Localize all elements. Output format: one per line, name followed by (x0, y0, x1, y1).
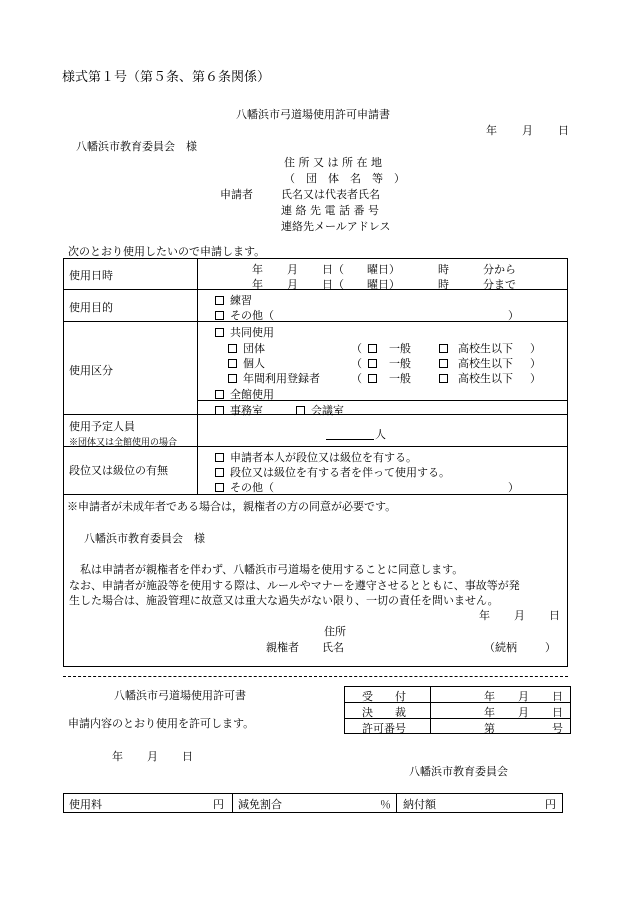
checkbox[interactable] (215, 468, 224, 477)
fee-yen: 円 (213, 798, 224, 811)
date-year: 年 (486, 124, 497, 137)
consent-paragraph-2a: なお、申請者が施設等を使用する際は、ルールやマナーを遵守させるとともに、事故等が発 (69, 579, 520, 592)
fee-table (63, 793, 563, 813)
paid-label: 納付額 (403, 798, 436, 811)
people-note: ※団体又は全館使用の場合 (69, 437, 177, 448)
consent-date-day: 日 (549, 609, 560, 622)
cut-line (63, 676, 568, 677)
applicant-group-label: （ 団 体 名 等 ） (284, 172, 405, 185)
permit-date-day: 日 (182, 750, 193, 763)
checkbox[interactable] (215, 483, 224, 492)
consent-date-year: 年 (479, 609, 490, 622)
intro-text: 次のとおり使用したいので申請します。 (68, 245, 266, 258)
relation-close: ） (545, 641, 556, 654)
checkbox[interactable] (228, 374, 237, 383)
discount-label: 減免割合 (238, 798, 282, 811)
consent-address-label: 住所 (324, 625, 346, 638)
purpose-other-close: ） (508, 309, 519, 322)
purpose-other-option[interactable]: その他（ (215, 307, 274, 323)
checkbox[interactable] (439, 344, 448, 353)
checkbox[interactable] (439, 374, 448, 383)
applicant-email-label: 連絡先メールアドレス (281, 220, 391, 233)
paid-yen: 円 (545, 798, 556, 811)
checkbox[interactable] (215, 311, 224, 320)
addressee: 八幡浜市教育委員会 様 (76, 140, 197, 153)
dan-option-self[interactable]: 申請者本人が段位又は級位を有する。 (215, 449, 417, 465)
guardian-label: 親権者 (266, 641, 299, 654)
date-month: 月 (522, 124, 533, 137)
permit-date-month: 月 (147, 750, 158, 763)
permit-date-year: 年 (112, 750, 123, 763)
applicant-address-label: 住 所 又 は 所 在 地 (284, 156, 382, 169)
relation-label: （続柄 (484, 641, 517, 654)
guardian-name-label: 氏名 (322, 641, 344, 654)
checkbox[interactable] (215, 406, 224, 415)
category-full-option[interactable]: 全館使用 (215, 386, 274, 402)
checkbox[interactable] (296, 406, 305, 415)
checkbox[interactable] (368, 374, 377, 383)
fee-label: 使用料 (69, 798, 102, 811)
consent-note: ※申請者が未成年者である場合は，親権者の方の同意が必要です。 (67, 500, 397, 513)
checkbox[interactable] (368, 344, 377, 353)
table-column-divider (197, 258, 198, 494)
purpose-practice-option[interactable]: 練習 (215, 292, 252, 308)
form-number: 様式第１号（第５条、第６条関係） (62, 70, 271, 85)
category-office-option[interactable]: 事務室 (215, 402, 263, 418)
checkbox[interactable] (368, 359, 377, 368)
dan-option-accompanied[interactable]: 段位又は級位を有する者を伴って使用する。 (215, 464, 450, 480)
row-label-date: 使用日時 (69, 269, 113, 282)
category-shared-option[interactable]: 共同使用 (215, 324, 274, 340)
discount-percent: ％ (380, 798, 391, 811)
row-label-purpose: 使用目的 (69, 301, 113, 314)
row-label-people: 使用予定人員 (69, 420, 135, 433)
applicant-name-label: 氏名又は代表者氏名 (281, 188, 380, 201)
document-title: 八幡浜市弓道場使用許可申請書 (236, 108, 390, 121)
checkbox[interactable] (228, 344, 237, 353)
category-meeting-option[interactable]: 会議室 (296, 402, 344, 418)
consent-paragraph-1: 私は申請者が親権者を伴わず、八幡浜市弓道場を使用することに同意します。 (80, 563, 464, 576)
checkbox[interactable] (215, 328, 224, 337)
checkbox[interactable] (215, 296, 224, 305)
date-day: 日 (558, 124, 569, 137)
people-count-blank[interactable] (326, 439, 374, 440)
row-label-dan: 段位又は級位の有無 (69, 464, 168, 477)
checkbox[interactable] (228, 359, 237, 368)
applicant-label: 申請者 (220, 188, 253, 201)
dan-option-other[interactable]: その他（ (215, 479, 274, 495)
permit-title: 八幡浜市弓道場使用許可書 (114, 689, 246, 702)
people-unit: 人 (375, 428, 386, 441)
checkbox[interactable] (439, 359, 448, 368)
dan-other-close: ） (508, 481, 519, 494)
row-label-category: 使用区分 (69, 364, 113, 377)
applicant-phone-label: 連 絡 先 電 話 番 号 (281, 204, 379, 217)
consent-date-month: 月 (514, 609, 525, 622)
checkbox[interactable] (215, 390, 224, 399)
checkbox[interactable] (215, 453, 224, 462)
consent-paragraph-2b: 生した場合は、施設管理に故意又は重大な過失がない限り、一切の責任を問いません。 (69, 594, 499, 607)
permit-text: 申請内容のとおり使用を許可します。 (68, 717, 255, 730)
permit-issuer: 八幡浜市教育委員会 (409, 765, 508, 778)
consent-addressee: 八幡浜市教育委員会 様 (84, 532, 205, 545)
